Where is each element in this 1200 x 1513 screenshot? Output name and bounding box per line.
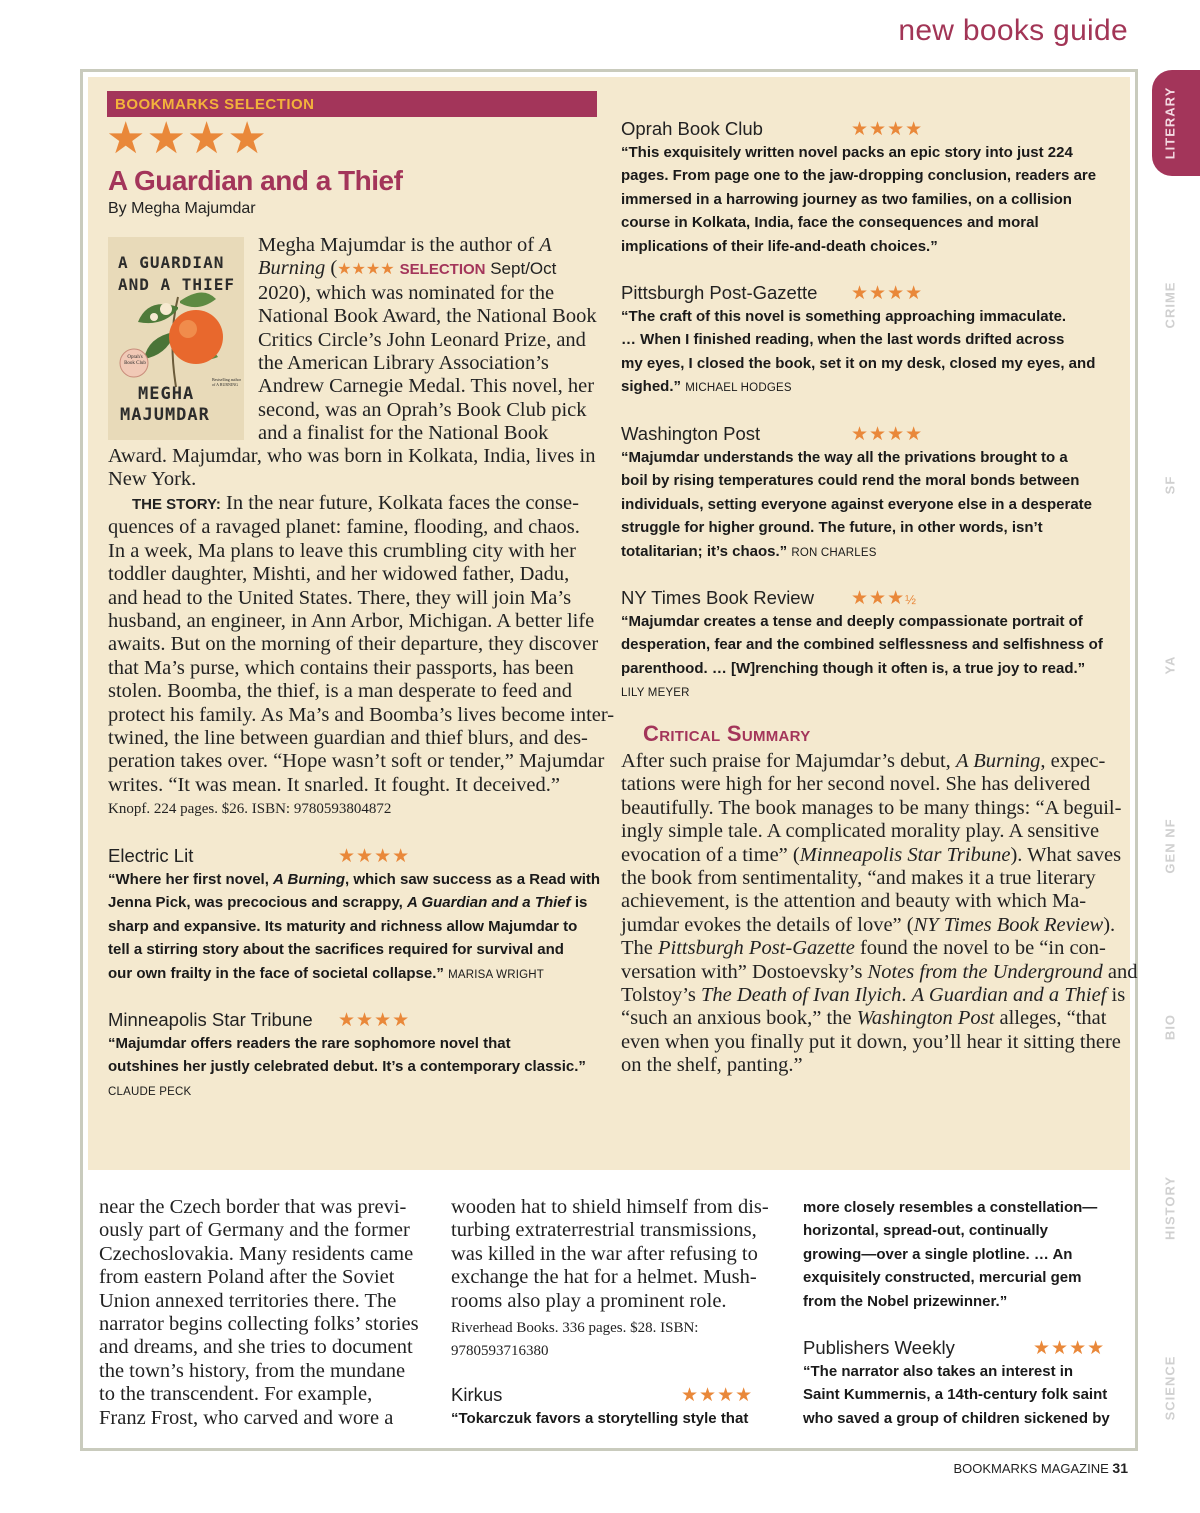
critic-name: RON CHARLES — [791, 546, 877, 559]
cover-oprah-badge: Oprah's Book Club — [124, 355, 146, 366]
cover-title-line1: A GUARDIAN — [118, 253, 225, 272]
book-title: A Guardian and a Thief — [108, 165, 403, 196]
summary-line: the book from sentimentality, “and makes it a true literary — [621, 867, 1096, 890]
review-source: Electric Lit — [108, 845, 194, 866]
cover-author-line2: MAJUMDAR — [120, 405, 210, 425]
cover-author-line1: MEGHA — [138, 384, 195, 404]
summary-line: achievement, is the attention and beauty with which Ma- — [621, 890, 1087, 913]
tab-history[interactable]: HISTORY — [1162, 1175, 1178, 1241]
page-footer — [953, 1460, 1128, 1476]
review-stars: ★★★★ — [338, 846, 411, 867]
publication-info: Knopf. 224 pages. $26. ISBN: 9780593804872 — [108, 801, 392, 817]
critical-summary-text — [621, 750, 1137, 1078]
review-quote: “Majumdar offers readers the rare sophomore novel that outshines her justly celebrated debut. It’s a contemporary classic.” CLAUDE PECK — [108, 1035, 586, 1098]
story-label: THE STORY: — [132, 496, 221, 513]
continued-column-2: wooden hat to shield himself from dis- turbing extraterrestrial transmissions, was killed in the war after refusing to exchange the hat for a helmet. Mush- rooms also play a prominent role. — [451, 1196, 769, 1312]
summary-line: jumdar evokes the details of love” (NY Times Book Review). — [621, 913, 1116, 936]
tab-gen-nf[interactable]: GEN NF — [1162, 818, 1178, 874]
publication-info: Riverhead Books. 336 pages. $28. ISBN: 9780593716380 — [451, 1320, 699, 1360]
critic-name: CLAUDE PECK — [108, 1085, 192, 1098]
critic-name: LILY MEYER — [621, 687, 690, 700]
cover-note: Bestselling author of A BURNING — [212, 377, 241, 387]
review-stars: ★★★★ — [338, 1010, 411, 1031]
summary-line: The Pittsburgh Post-Gazette found the novel to be “in con- — [621, 937, 1106, 960]
tab-bio[interactable]: BIO — [1162, 1013, 1178, 1041]
review-source: Washington Post — [621, 423, 761, 444]
review-stars: ★★★★ — [851, 424, 924, 445]
tab-literary[interactable]: LITERARY — [1162, 86, 1178, 160]
summary-line: ingly simple tale. A complicated morality play. A sensitive — [621, 820, 1100, 843]
cover-title-line2: AND A THIEF — [118, 275, 235, 294]
previous-book-stars: ★★★★ — [337, 261, 395, 279]
summary-line: beautifully. The book manages to be many things: “A beguil- — [621, 796, 1122, 819]
review-source: Kirkus — [451, 1384, 503, 1405]
review-quote: “Majumdar creates a tense and deeply compassionate portrait of desperation, fear and the combined selflessness and selfishness of parenthood. … [W]renching though it often is, a true joy to read.” LILY MEYER — [621, 613, 1103, 700]
tab-crime[interactable]: CRIME — [1162, 281, 1178, 329]
story-summary: THE STORY: In the near future, Kolkata faces the conse- quences of a ravaged planet: famine, flooding, and chaos. In a week, Ma plans to leave this crumbling city with her toddler daughter, Mishti, and her widowed father, Dadu, and head to the United States. There, they will join Ma’s husband, an engineer, in Ann Arbor, Michigan. A better life awaits. But on the morning of their departure, they discover that Ma’s purse, which contains their passports, has been stolen. Boomba, the thief, is a man desperate to feed and protect his family. As Ma’s and Boomba’s lives become inter- twined, the line between guardian and thief blurs, and des- peration takes over. “Hope wasn’t soft or tender,” Majumdar writes. “It was mean. It snarled. It fought. It deceived.” — [108, 492, 615, 796]
summary-line: After such praise for Majumdar’s debut, A Burning, expec- — [621, 750, 1106, 772]
author-intro: Megha Majumdar is the author of A Burning (★★★★ SELECTION Sept/Oct 2020), which was nominated for the National Book Award, the National Book Critics Circle’s John Leonard Prize, and the American Library Association’s Andrew Carnegie Medal. This novel, her second, was an Oprah’s Book Club pick and a finalist for the National Book — [258, 234, 597, 445]
magazine-name: BOOKMARKS MAGAZINE — [953, 1461, 1109, 1476]
review-quote: “This exquisitely written novel packs an epic story into just 224 pages. From page one to the jaw-dropping conclusion, readers are immersed in a harrowing journey as two families, on a collision course in Kolkata, India, face the consequences and moral implications of their life-and-death choices.” — [621, 144, 1097, 255]
review-quote: “Where her first novel, A Burning, which saw success as a Read with Jenna Pick, was precocious and scrappy, A Guardian and a Thief is sharp and expansive. Its maturity and richness allow Majumdar to tell a stirring story about the sacrifices required for survival and our own frailty in the face of societal collapse.” MARISA WRIGHT — [108, 871, 601, 982]
review-quote: “Majumdar understands the way all the privations brought to a boil by rising temperatures could rend the moral bonds between individuals, setting everyone against everyone else in a desperate struggle for higher ground. The future, in other words, isn’t totalitarian; it’s chaos.” RON CHARLES — [621, 449, 1093, 560]
review-quote: “The craft of this novel is something approaching immaculate. … When I finished reading, when the last words drifted across my eyes, I closed the book, set it on my desk, closed my eyes, and sighed.” MICHAEL HODGES — [621, 308, 1096, 396]
book-author: By Megha Majumdar — [108, 200, 256, 217]
review-quote-continued: more closely resembles a constellation— horizontal, spread-out, continually growing—over a single plotline. … An exquisitely constructed, mercurial gem from the Nobel prizewinner.” — [803, 1199, 1098, 1310]
tab-sf[interactable]: SF — [1162, 475, 1178, 495]
book-cover-image — [108, 237, 244, 440]
summary-line: even when you finally put it down, you’ll hear it sitting there — [621, 1030, 1121, 1053]
review-source: NY Times Book Review — [621, 587, 814, 608]
author-intro-cont: Award. Majumdar, who was born in Kolkata, India, lives in New York. — [108, 445, 596, 491]
review-source: Minneapolis Star Tribune — [108, 1009, 313, 1030]
rating-stars: ★★★★ — [106, 114, 268, 163]
review-source: Oprah Book Club — [621, 118, 763, 139]
review-stars: ★★★★ — [1033, 1338, 1106, 1359]
review-quote: “Tokarczuk favors a storytelling style that — [451, 1410, 749, 1427]
critic-name: MARISA WRIGHT — [448, 968, 544, 981]
summary-line: “such an anxious book,” the Washington Post alleges, “that — [621, 1007, 1107, 1030]
review-stars: ★★★★ — [851, 119, 924, 140]
continued-column-1: near the Czech border that was previ- ously part of Germany and the former Czechoslovakia. Many residents came from eastern Poland after the Soviet Union annexed territories there. The narrator begins collecting folks’ stories and dreams, and she tries to document the town’s history, from the mundane to the transcendent. For example, Franz Frost, who carved and wore a — [99, 1196, 419, 1429]
review-stars: ★★★½ — [851, 588, 917, 609]
review-stars: ★★★★ — [851, 283, 924, 304]
review-source: Publishers Weekly — [803, 1337, 955, 1358]
summary-line: tations were high for her second novel. She has delivered — [621, 773, 1091, 796]
guide-title: new books guide — [898, 14, 1128, 47]
review-stars: ★★★★ — [681, 1385, 754, 1406]
critic-name: MICHAEL HODGES — [685, 382, 792, 395]
review-source: Pittsburgh Post-Gazette — [621, 282, 818, 303]
summary-line: versation with” Dostoevsky’s Notes from the Underground and — [621, 960, 1138, 983]
genre-tab-bar — [1140, 70, 1200, 1450]
summary-line: Tolstoy’s The Death of Ivan Ilyich. A Guardian and a Thief is — [621, 984, 1126, 1007]
page-number: 31 — [1112, 1460, 1128, 1476]
selection-band: BOOKMARKS SELECTION — [107, 91, 597, 117]
summary-line: evocation of a time” (Minneapolis Star Tribune). What saves — [621, 843, 1122, 866]
tab-ya[interactable]: YA — [1162, 655, 1178, 675]
tab-science[interactable]: SCIENCE — [1162, 1355, 1178, 1421]
review-quote: “The narrator also takes an interest in Saint Kummernis, a 14th-century folk saint who saved a group of children sickened by — [803, 1363, 1110, 1427]
summary-line: on the shelf, panting.” — [621, 1054, 803, 1077]
critical-summary-heading: Critical Summary — [643, 721, 811, 746]
